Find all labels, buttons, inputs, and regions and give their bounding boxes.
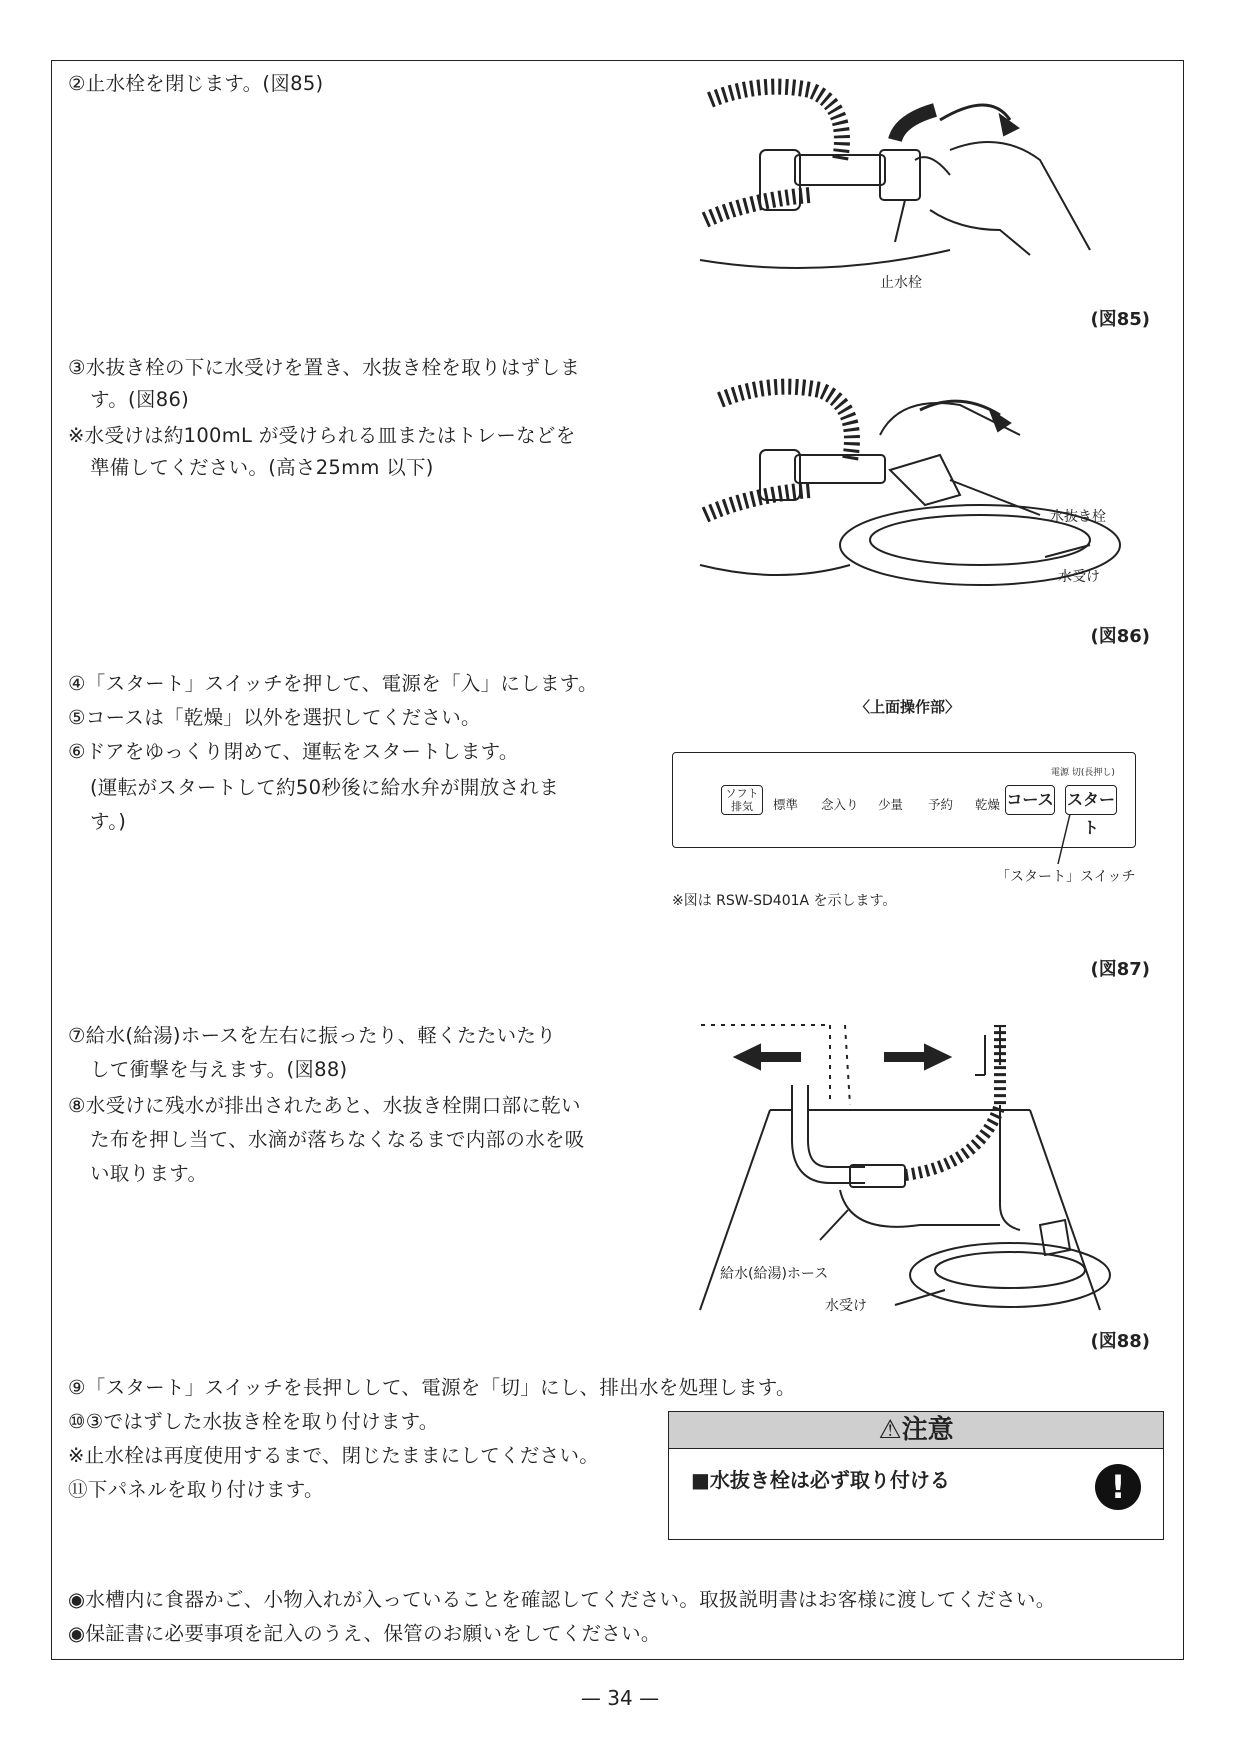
- button-standard: 標準: [773, 797, 799, 812]
- button-small: 少量: [878, 797, 904, 812]
- figure-86-illustration: [700, 375, 1120, 615]
- caution-title: ⚠注意: [669, 1412, 1163, 1449]
- step-8-line3: い取ります。: [90, 1162, 208, 1185]
- step-6-note-line1: (運転がスタートして約50秒後に給水弁が開放されま: [90, 776, 559, 799]
- note-3-line2: 準備してください。(高さ25mm 以下): [90, 456, 434, 479]
- page-number: — 34 —: [580, 1686, 660, 1710]
- fig85-label: (図85): [1090, 309, 1150, 330]
- caution-text: ■水抜き栓は必ず取り付ける: [691, 1468, 950, 1492]
- step-8-line1: ⑧水受けに残水が排出されたあと、水抜き栓開口部に乾い: [68, 1094, 581, 1117]
- step-4: ④「スタート」スイッチを押して、電源を「入」にします。: [68, 672, 598, 695]
- step-3-line1: ③水抜き栓の下に水受けを置き、水抜き栓を取りはずしま: [68, 356, 581, 379]
- exhaust-label: 排気: [731, 800, 753, 813]
- start-button: スタート: [1065, 785, 1117, 815]
- fig87-leader-line: [1040, 812, 1080, 872]
- fig87-model-note: ※図は RSW-SD401A を示します。: [672, 893, 897, 909]
- step-6: ⑥ドアをゆっくり閉めて、運転をスタートします。: [68, 740, 519, 763]
- caution-box: [668, 1411, 1164, 1540]
- fig88-tray-caption: 水受け: [825, 1298, 867, 1314]
- figure-85-illustration: [700, 80, 1120, 290]
- fig86-plug-caption: 水抜き栓: [1050, 509, 1106, 525]
- step-7-line2: して衝撃を与えます。(図88): [90, 1058, 348, 1081]
- soft-exhaust-button: [721, 785, 763, 815]
- step-9: ⑨「スタート」スイッチを長押しして、電源を「切」にし、排出水を処理します。: [68, 1376, 796, 1399]
- step-2: ②止水栓を閉じます。(図85): [68, 72, 324, 95]
- step-10: ⑩③ではずした水抜き栓を取り付けます。: [68, 1410, 439, 1433]
- fig87-title: 〈上面操作部〉: [855, 698, 961, 716]
- footer-note-2: ◉保証書に必要事項を記入のうえ、保管のお願いをしてください。: [68, 1622, 661, 1645]
- step-5: ⑤コースは「乾燥」以外を選択してください。: [68, 706, 481, 729]
- note-3-line1: ※水受けは約100mL が受けられる皿またはトレーなどを: [68, 424, 576, 447]
- button-timer: 予約: [928, 797, 954, 812]
- step-11: ⑪下パネルを取り付けます。: [68, 1478, 324, 1501]
- note-10: ※止水栓は再度使用するまで、閉じたままにしてください。: [68, 1444, 600, 1467]
- exclamation-icon: !: [1095, 1464, 1141, 1510]
- soft-label: ソフト: [725, 787, 759, 800]
- footer-note-1: ◉水槽内に食器かご、小物入れが入っていることを確認してください。取扱説明書はお客様に渡してください。: [68, 1588, 1056, 1611]
- step-3-line2: す。(図86): [90, 388, 190, 411]
- fig87-label: (図87): [1090, 959, 1150, 980]
- fig88-hose-caption: 給水(給湯)ホース: [720, 1266, 829, 1282]
- course-button: コース: [1005, 785, 1055, 815]
- button-dry: 乾燥: [975, 797, 1001, 812]
- fig87-switch-caption: 「スタート」スイッチ: [996, 869, 1136, 885]
- fig86-label: (図86): [1090, 626, 1150, 647]
- step-8-line2: た布を押し当て、水滴が落ちなくなるまで内部の水を吸: [90, 1128, 585, 1151]
- step-7-line1: ⑦給水(給湯)ホースを左右に振ったり、軽くたたいたり: [68, 1024, 557, 1047]
- button-thorough: 念入り: [821, 797, 859, 812]
- step-6-note-line2: す。): [90, 810, 127, 833]
- power-note: 電源 切(長押し): [1051, 768, 1115, 778]
- fig85-valve-caption: 止水栓: [880, 275, 922, 291]
- fig88-label: (図88): [1090, 1331, 1150, 1352]
- fig86-tray-caption: 水受け: [1058, 569, 1100, 585]
